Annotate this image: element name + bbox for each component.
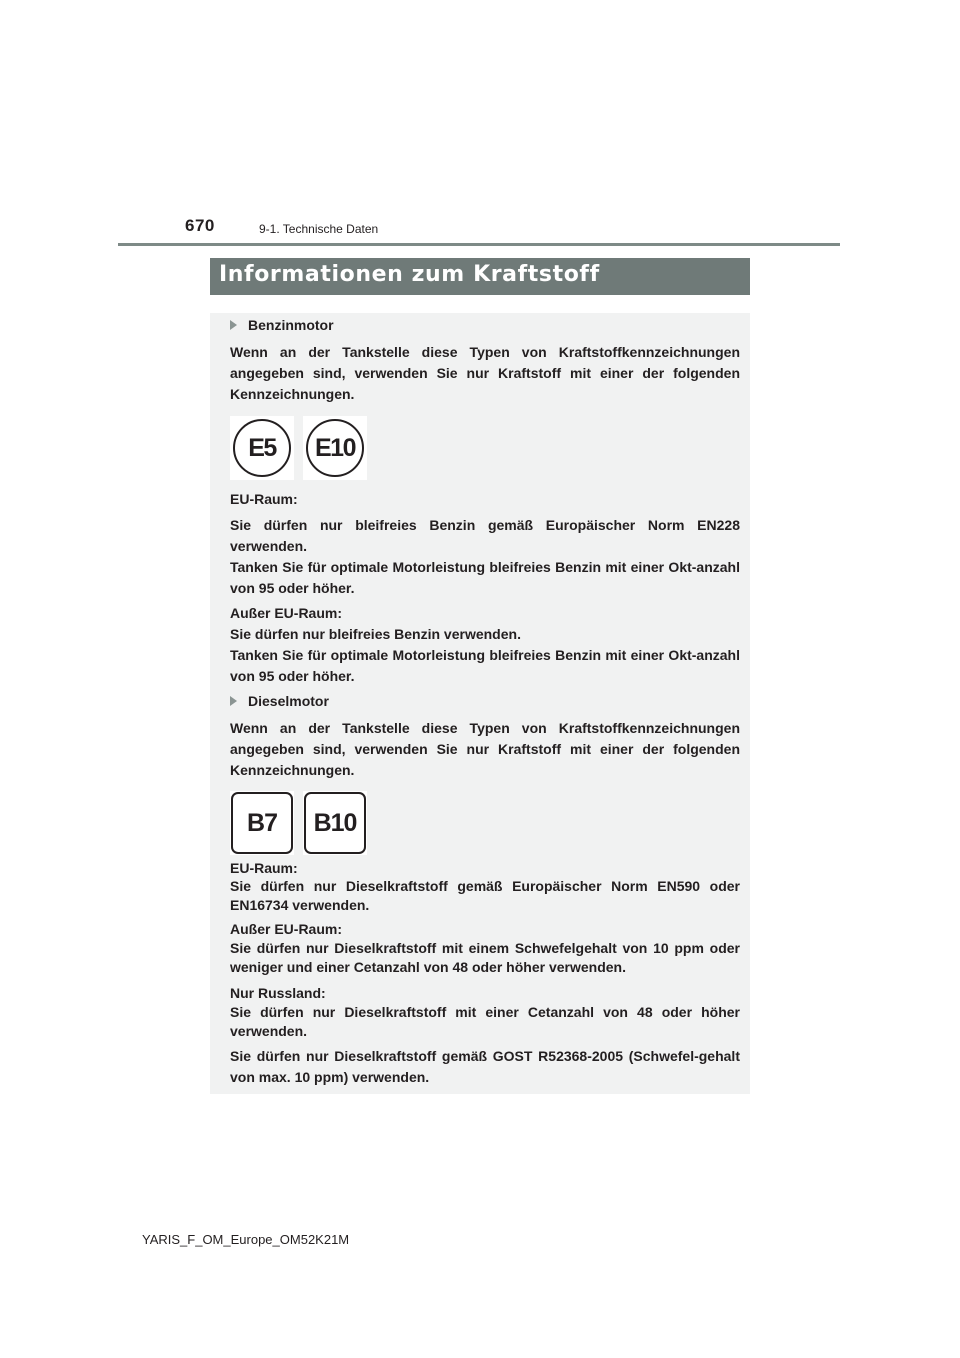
- petrol-heading-label: Benzinmotor: [248, 317, 334, 333]
- diesel-heading-label: Dieselmotor: [248, 693, 329, 709]
- petrol-non-eu-text-1: Sie dürfen nur bleifreies Benzin verwenden.: [230, 626, 521, 642]
- petrol-eu-text-1: Sie dürfen nur bleifreies Benzin gemäß Europäischer Norm EN228 verwenden.: [230, 517, 740, 554]
- petrol-non-eu-text-2: Tanken Sie für optimale Motorleistung bleifreies Benzin mit einer Okt-anzahl von 95 oder höher.: [230, 647, 740, 684]
- fuel-label-e5-icon: [230, 416, 294, 480]
- petrol-non-eu-label: Außer EU-Raum:: [230, 605, 343, 621]
- diesel-non-eu-label: Außer EU-Raum:: [230, 921, 343, 937]
- fuel-label-e5-text: E5: [233, 419, 291, 477]
- diesel-russia-text: Sie dürfen nur Dieselkraftstoff mit einer Cetanzahl von 48 oder höher verwenden.: [230, 1004, 740, 1039]
- diesel-non-eu-text: Sie dürfen nur Dieselkraftstoff mit einem Schwefelgehalt von 10 ppm oder weniger und einer Cetanzahl von 48 oder höher verwenden.: [230, 940, 740, 975]
- page-number: 670: [185, 216, 215, 235]
- header-rule: [118, 243, 840, 246]
- petrol-eu-text-2: Tanken Sie für optimale Motorleistung bleifreies Benzin mit einer Okt-anzahl von 95 oder höher.: [230, 559, 740, 596]
- fuel-label-b7-icon: [230, 791, 294, 855]
- diesel-eu-label: EU-Raum:: [230, 860, 298, 876]
- petrol-heading: [230, 317, 334, 333]
- section-title-bar: [210, 258, 750, 295]
- content-box: [210, 313, 750, 1094]
- diesel-intro: Wenn an der Tankstelle diese Typen von Kraftstoffkennzeichnungen angegeben sind, verwenden Sie nur Kraftstoff mit einer der folgenden Kennzeichnungen.: [230, 720, 740, 778]
- fuel-label-b10-icon: [303, 791, 367, 855]
- petrol-fuel-labels: [230, 416, 367, 480]
- fuel-label-b10-text: B10: [304, 792, 366, 854]
- diesel-eu-text: Sie dürfen nur Dieselkraftstoff gemäß Europäischer Norm EN590 oder EN16734 verwenden.: [230, 878, 740, 913]
- section-label: 9-1. Technische Daten: [259, 222, 379, 236]
- triangle-bullet-icon: [230, 320, 237, 330]
- fuel-label-e10-icon: [303, 416, 367, 480]
- fuel-label-e10-text: E10: [306, 419, 364, 477]
- footer-document-id: YARIS_F_OM_Europe_OM52K21M: [142, 1232, 350, 1247]
- petrol-intro: Wenn an der Tankstelle diese Typen von Kraftstoffkennzeichnungen angegeben sind, verwenden Sie nur Kraftstoff mit einer der folgenden Kennzeichnungen.: [230, 344, 740, 402]
- diesel-fuel-labels: [230, 791, 367, 855]
- triangle-bullet-icon: [230, 696, 237, 706]
- page-title: Informationen zum Kraftstoff: [219, 262, 600, 287]
- diesel-heading: [230, 693, 329, 709]
- fuel-label-b7-text: B7: [231, 792, 293, 854]
- petrol-eu-label: EU-Raum:: [230, 491, 298, 507]
- diesel-gost-text: Sie dürfen nur Dieselkraftstoff gemäß GOST R52368-2005 (Schwefel-gehalt von max. 10 ppm) verwenden.: [230, 1048, 740, 1085]
- diesel-russia-label: Nur Russland:: [230, 985, 326, 1001]
